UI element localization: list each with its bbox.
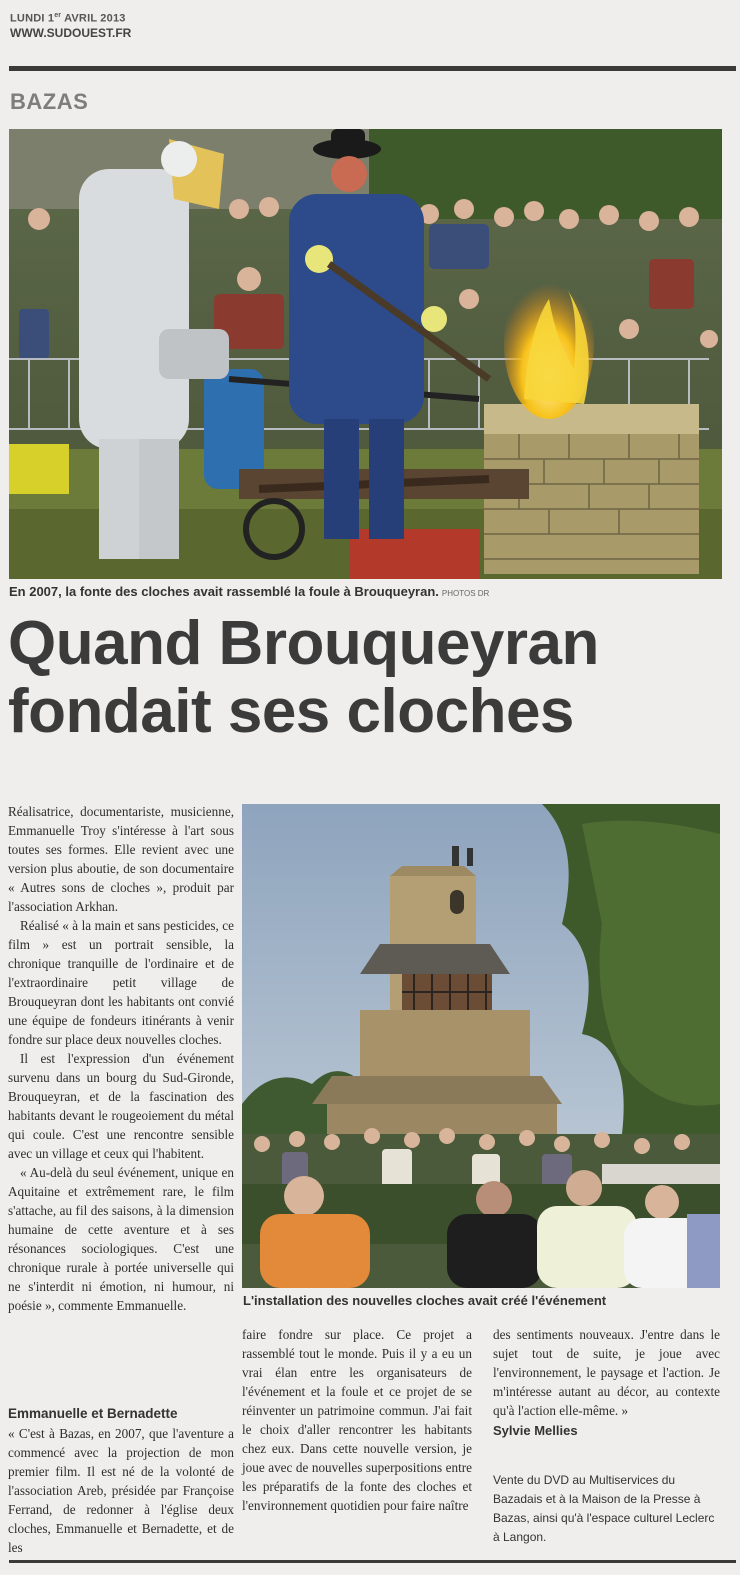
- author-signature: Sylvie Mellies: [493, 1423, 578, 1438]
- article-column-1: [8, 802, 234, 1315]
- article-column-3: [493, 1325, 720, 1440]
- photo-credit: PHOTOS DR: [441, 589, 490, 598]
- top-rule: [9, 66, 736, 71]
- paragraph: Il est l'expression d'un événement survenu dans un bourg du Sud-Gironde, Brouqueyran, et de la fascination des habitants devant le rougeoiement du métal qui coule. C'est une rencontre sensible avec un village et ceux qui l'habitent.: [8, 1051, 234, 1161]
- bottom-rule: [9, 1560, 736, 1563]
- photo-bell-founding: [9, 129, 722, 579]
- dvd-sales-info: Vente du DVD au Multiservices du Bazadais et à la Maison de la Presse à Bazas, ainsi qu'à l'espace culturel Leclerc à Langon.: [493, 1473, 715, 1544]
- paragraph: « Au-delà du seul événement, unique en Aquitaine et extrêmement rare, le film s'attache, au fil des saisons, à la dimension humaine de cette aventure et à ses résonances sociologiques. C'est une chronique rurale à portée universelle qui ne s'interdit ni émotion, ni humour, ni poésie », commente Emmanuelle.: [8, 1165, 234, 1313]
- photo1-caption: En 2007, la fonte des cloches avait rassemblé la foule à Brouqueyran. PHOTOS DR: [9, 584, 490, 599]
- paragraph: Réalisatrice, documentariste, musicienne, Emmanuelle Troy s'intéresse à l'art sous toutes ses formes. Elle revient avec une version plus aboutie, de son documentaire « Autres sons de cloches », produit par l'association Arkhan.: [8, 804, 234, 914]
- paragraph: faire fondre sur place. Ce projet a rassemblé tout le monde. Puis il y a eu un vrai élan entre les organisateurs de l'événement et la foule et ce projet de se réinventer un patrimoine commun. J'ai fait le choix d'aller rencontrer les habitants chez eux. Dans cette nouvelle version, je joue avec de nouvelles superpositions entre les préparatifs de la fonte des cloches et l'environnement quotidien pour faire naître: [242, 1327, 472, 1513]
- section-label: BAZAS: [10, 89, 89, 114]
- headline: [8, 610, 733, 746]
- headline-line-1: Quand Brouqueyran: [8, 609, 599, 678]
- paragraph: « C'est à Bazas, en 2007, que l'aventure a commencé avec la projection de mon premier film. Il est né de la volonté de l'association Areb, présidée par Françoise Ferrand, de redonner à l'église deux cloches, Emmanuelle et Bernadette, et de les: [8, 1426, 234, 1555]
- edition-date: LUNDI 1er AVRIL 2013: [10, 12, 126, 25]
- article-column-1-continued: [8, 1404, 234, 1557]
- paragraph: des sentiments nouveaux. J'entre dans le sujet tout de suite, je joue avec l'environnement, le paysage et l'action. Je m'intéresse autant au décor, au contexte qu'à l'action elle-même. »: [493, 1327, 720, 1418]
- subhead: Emmanuelle et Bernadette: [8, 1406, 178, 1421]
- article-column-2: [242, 1325, 472, 1515]
- headline-line-2: fondait ses cloches: [8, 677, 574, 746]
- paragraph: Réalisé « à la main et sans pesticides, ce film » est un portrait sensible, la chronique tranquille de l'ordinaire et de l'extraordinaire petit village de Brouqueyran dont les habitants ont convié une équipe de fondeurs itinérants à venir fondre sur place deux nouvelles cloches.: [8, 918, 234, 1047]
- photo-church-bell-tower: [242, 804, 720, 1288]
- photo2-caption: L'installation des nouvelles cloches avait créé l'événement: [243, 1293, 607, 1308]
- website-url[interactable]: WWW.SUDOUEST.FR: [10, 26, 132, 40]
